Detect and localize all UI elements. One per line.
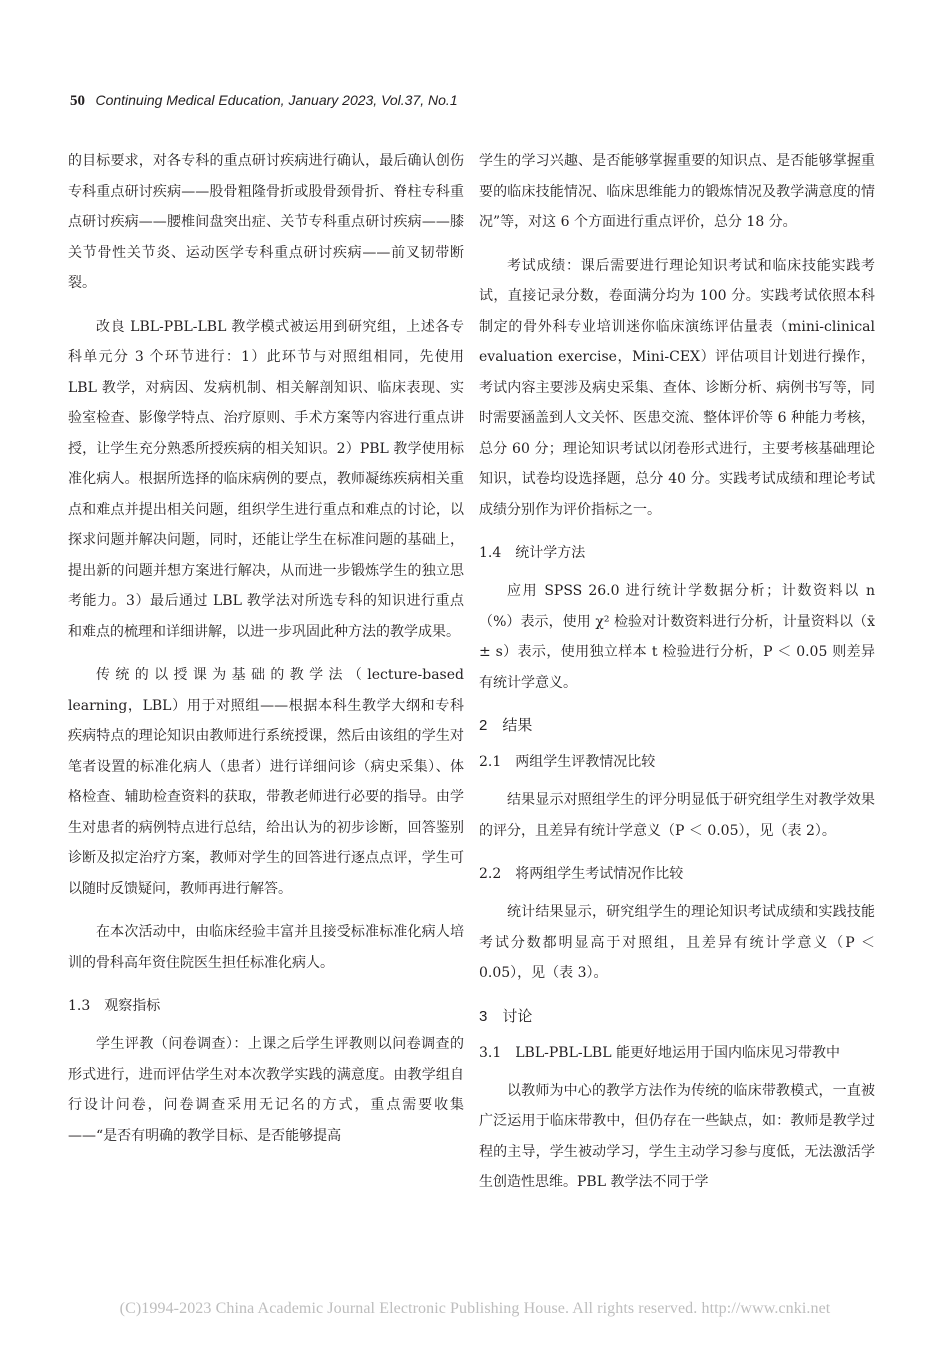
- section-heading: 3 讨论: [479, 1007, 533, 1025]
- paragraph: 学生评教（问卷调查）：上课之后学生评教则以问卷调查的形式进行，进而评估学生对本次教学实践的满意度。由教学组自行设计问卷，问卷调查采用无记名的方式，重点需要收集——“是否有明确的教学目标、是否能够提高: [68, 1036, 464, 1144]
- paragraph: 的目标要求，对各专科的重点研讨疾病进行确认，最后确认创伤专科重点研讨疾病——股骨粗隆骨折或股骨颈骨折、脊柱专科重点研讨疾病——腰椎间盘突出症、关节专科重点研讨疾病——膝关节骨性关节炎、运动医学专科重点研讨疾病——前叉韧带断裂。: [68, 153, 464, 291]
- paragraph: 学生的学习兴趣、是否能够掌握重要的知识点、是否能够掌握重要的临床技能情况、临床思维能力的锻炼情况及教学满意度的情况”等，对这 6 个方面进行重点评价，总分 18 分。: [479, 153, 875, 230]
- subsection-heading: 1.4 统计学方法: [479, 545, 586, 561]
- page-number: 50: [70, 93, 85, 109]
- left-column: [68, 146, 464, 1164]
- subsection-heading: 2.1 两组学生评教情况比较: [479, 754, 656, 770]
- paragraph: 结果显示对照组学生的评分明显低于研究组学生对教学效果的评分，且差异有统计学意义（P ＜ 0.05），见（表 2）。: [479, 792, 875, 839]
- paragraph: 在本次活动中，由临床经验丰富并且接受标准标准化病人培训的骨科高年资住院医生担任标准化病人。: [68, 924, 464, 971]
- subsection-heading: 2.2 将两组学生考试情况作比较: [479, 866, 684, 882]
- paragraph: 应用 SPSS 26.0 进行统计学数据分析；计数资料以 n（%）表示，使用 χ² 检验对计数资料进行分析，计量资料以（x̄ ± s）表示，使用独立样本 t 检验进行分析，P ＜ 0.05 则差异有统计学意义。: [479, 583, 875, 691]
- section-heading: 2 结果: [479, 717, 533, 734]
- right-column: [479, 146, 875, 1211]
- copyright-footer: (C)1994-2023 China Academic Journal Electronic Publishing House. All rights reserved. http://www.cnki.net: [119, 1300, 831, 1317]
- journal-citation: Continuing Medical Education, January 2023, Vol.37, No.1: [95, 92, 458, 108]
- paragraph: 考试成绩：课后需要进行理论知识考试和临床技能实践考试，直接记录分数，卷面满分均为 100 分。实践考试依照本科制定的骨外科专业培训迷你临床演练评估量表（mini-clinical evaluation exercise，Mini-CEX）评估项目计划进行操作，考试内容主要涉及病史采集、查体、诊断分析、病例书写等，同时需要涵盖到人文关怀、医患交流、整体评价等 6 种能力考核，总分 60 分；理论知识考试以闭卷形式进行，主要考核基础理论知识，试卷均设选择题，总分 40 分。实践考试成绩和理论考试成绩分别作为评价指标之一。: [479, 257, 875, 518]
- running-header: [70, 92, 890, 114]
- paragraph: 以教师为中心的教学方法作为传统的临床带教模式，一直被广泛运用于临床带教中，但仍存在一些缺点，如：教师是教学过程的主导，学生被动学习，学生主动学习参与度低，无法激活学生创造性思维。PBL 教学法不同于学: [479, 1082, 875, 1190]
- paragraph: 改良 LBL-PBL-LBL 教学模式被运用到研究组，上述各专科单元分 3 个环节进行：1）此环节与对照组相同，先使用 LBL 教学，对病因、发病机制、相关解剖知识、临床表现、实验室检查、影像学特点、治疗原则、手术方案等内容进行重点讲授，让学生充分熟悉所授疾病的相关知识。2）PBL 教学使用标准化病人。根据所选择的临床病例的要点，教师凝练疾病相关重点和难点并提出相关问题，组织学生进行重点和难点的讨论，以探求问题并解决问题，同时，还能让学生在标准问题的基础上，提出新的问题并想方案进行解决，从而进一步锻炼学生的独立思考能力。3）最后通过 LBL 教学法对所选专科的知识进行重点和难点的梳理和详细讲解，以进一步巩固此种方法的教学成果。: [68, 318, 464, 640]
- paragraph: 统计结果显示，研究组学生的理论知识考试成绩和实践技能考试分数都明显高于对照组，且差异有统计学意义（P ＜ 0.05），见（表 3）。: [479, 904, 875, 981]
- paragraph: 传统的以授课为基础的教学法（lecture-based learning，LBL）用于对照组——根据本科生教学大纲和专科疾病特点的理论知识由教师进行系统授课，然后由该组的学生对笔者设置的标准化病人（患者）进行详细问诊（病史采集）、体格检查、辅助检查资料的获取，带教老师进行必要的指导。由学生对患者的病例特点进行总结，给出认为的初步诊断，回答鉴别诊断及拟定治疗方案，教师对学生的回答进行逐点点评，学生可以随时反馈疑问，教师再进行解答。: [68, 667, 464, 897]
- subsection-heading: 3.1 LBL-PBL-LBL 能更好地运用于国内临床见习带教中: [479, 1044, 840, 1061]
- subsection-heading: 1.3 观察指标: [68, 998, 161, 1014]
